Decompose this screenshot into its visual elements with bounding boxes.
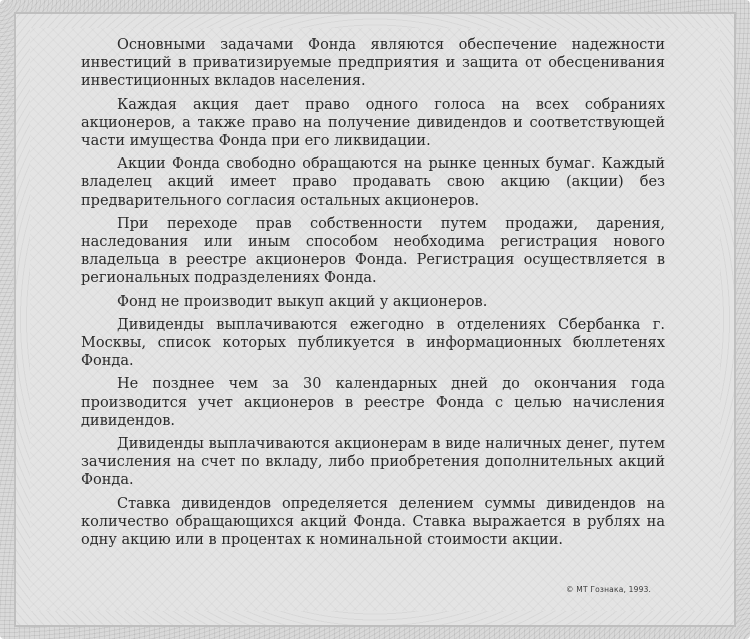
paragraph-no-buyback: Фонд не производит выкуп акций у акционеров.: [117, 293, 488, 310]
paragraph-dividend-rate: Ставка дивидендов определяется делением суммы дивидендов на количество обращающихся акций Фонда. Ставка выражается в рублях на одну акцию или в процентах к номинальной стоимости акции.: [81, 495, 665, 549]
paragraph-shareholder-registry: Не позднее чем за 30 календарных дней до окончания года производится учет акционеров в реестре Фонда с целью начисления дивидендов.: [81, 376, 665, 429]
terms-text: [81, 36, 665, 554]
paragraph-objectives: Основными задачами Фонда являются обеспечение надежности инвестиций в приватизируемые предприятия и защита от обесценивания инвестиционных вкладов населения.: [81, 37, 665, 90]
paragraph-payment-methods: Дивиденды выплачиваются акционерам в виде наличных денег, путем зачисления на счет по вкладу, либо приобретения дополнительных акций Фонда.: [81, 436, 665, 489]
paragraph-dividend-payment: Дивиденды выплачиваются ежегодно в отделениях Сбербанка г. Москвы, список которых публикуется в информационных бюллетенях Фонда.: [81, 316, 665, 370]
printer-copyright: © МТ Гознака, 1993.: [566, 585, 652, 594]
paragraph-free-trading: Акции Фонда свободно обращаются на рынке ценных бумаг. Каждый владелец акций имеет право продавать свою акцию (акции) без предварительного согласия остальных акционеров.: [81, 156, 665, 209]
paragraph-ownership-transfer: При переходе прав собственности путем продажи, дарения, наследования или иным способом необходима регистрация нового владельца в реестре акционеров Фонда. Регистрация осуществляется в региональных подразделениях Фонда.: [81, 215, 665, 287]
paragraph-voting-rights: Каждая акция дает право одного голоса на всех собраниях акционеров, а также право на получение дивидендов и соответствующей части имущества Фонда при его ликвидации.: [81, 96, 665, 150]
